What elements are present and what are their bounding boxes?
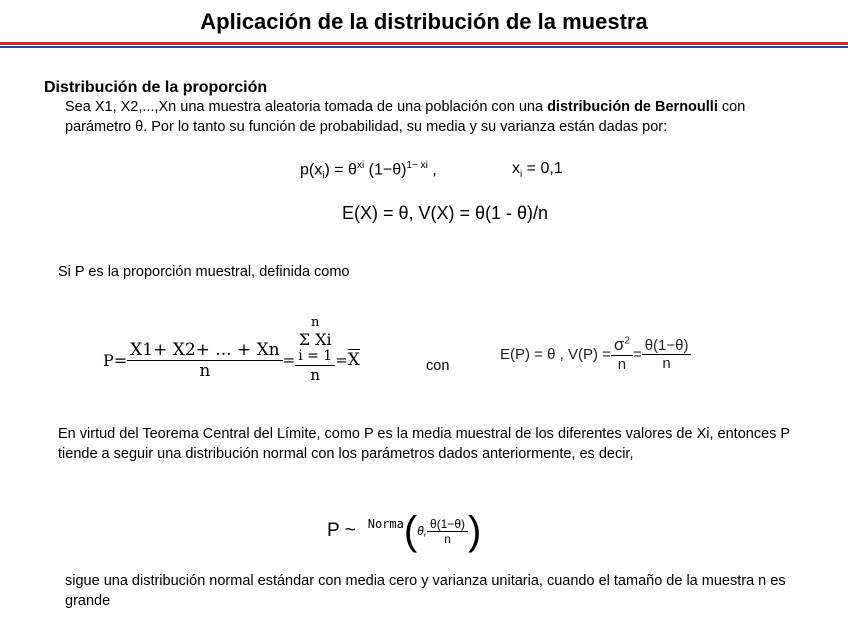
pmf-formula [300,160,437,182]
pmf-rhs: ) = θ [324,161,357,179]
support-x: x [512,160,520,177]
ep-sigma-char: σ [613,335,625,354]
support-sub: i [520,169,523,181]
intro-text-1: Sea X1, X2,...,Xn una muestra aleatoria tomada de una población con una [65,99,548,115]
sigma-numerator [295,314,335,366]
con-label: con [426,358,450,374]
close-paren: ) [468,509,482,553]
xbar-symbol: $\overline{X}$ [347,350,360,370]
sum-denominator: n [199,360,211,381]
ep-n2: n [662,354,671,372]
ep-theta: θ(1−θ) [642,337,692,355]
pmf-exp1: xi [356,160,365,171]
slide-title: Aplicación de la distribución de la muestra [200,9,648,34]
sigma-denominator: n [310,366,321,384]
ep-eq: = [632,345,642,363]
title-rule-blue [0,46,848,48]
intro-text-2: con parámetro θ. Por lo tanto su función de probabilidad, su media y su varianza están dadas por: [65,99,746,135]
sum-fraction [127,340,282,381]
conclusion-paragraph: sigue una distribución normal estándar con media cero y varianza unitaria, cuando el tamaño de la muestra n es grande [65,573,786,609]
ep-text: E(P) = θ , V(P) = [500,345,611,363]
moments-formula: E(X) = θ, V(X) = θ(1 - θ)/n [341,203,549,223]
p-tilde: P ~ [327,520,356,541]
p-label: P= [103,350,128,370]
proportion-formula [103,314,360,384]
sigma-symbol: Σ Xi [298,330,332,349]
norma-label: Norma [367,517,404,531]
ep-n1: n [617,356,627,373]
pmf-exp2: 1− xi [406,160,428,171]
support-formula [512,160,563,180]
title-rule-red [0,42,848,45]
expectation-variance-formula [500,335,691,373]
pmf-end: , [427,161,437,179]
open-paren: ( [403,509,418,553]
intro-paragraph [65,97,795,137]
ep-sigma-fraction [611,335,633,373]
pmf-lhs: p(x [300,161,323,179]
sigma-fraction [295,314,335,384]
ep-sigma [611,335,633,356]
ep-sigma-exp: 2 [624,335,630,347]
norm-theta: θ, [417,524,428,538]
definition-text: Si P es la proporción muestral, definida como [58,264,350,280]
sigma-top: n [311,315,320,330]
sigma-bottom: i = 1 [298,348,333,364]
clt-paragraph: En virtud del Teorema Central del Límite, como P es la media muestral de los diferentes valores de Xi, entonces P tiende a seguir una distribución normal con los parámetros dados anteriormente, es decir, [58,426,790,462]
intro-bold-bernoulli: distribución de Bernoulli [547,99,718,115]
section-heading: Distribución de la proporción [44,79,268,96]
pmf-sub: i [322,170,325,182]
eq-2: = [335,351,348,369]
ep-theta-fraction [642,337,692,372]
norm-fraction [427,517,468,546]
eq-1: = [282,351,296,369]
sum-numerator: X1+ X2+ ... + Xn [127,340,282,361]
norm-num: θ(1−θ) [427,517,468,532]
normal-approx-formula [327,511,481,551]
norm-den: n [444,531,451,546]
support-val: = 0,1 [522,160,563,177]
pmf-mid: (1−θ) [364,161,407,179]
